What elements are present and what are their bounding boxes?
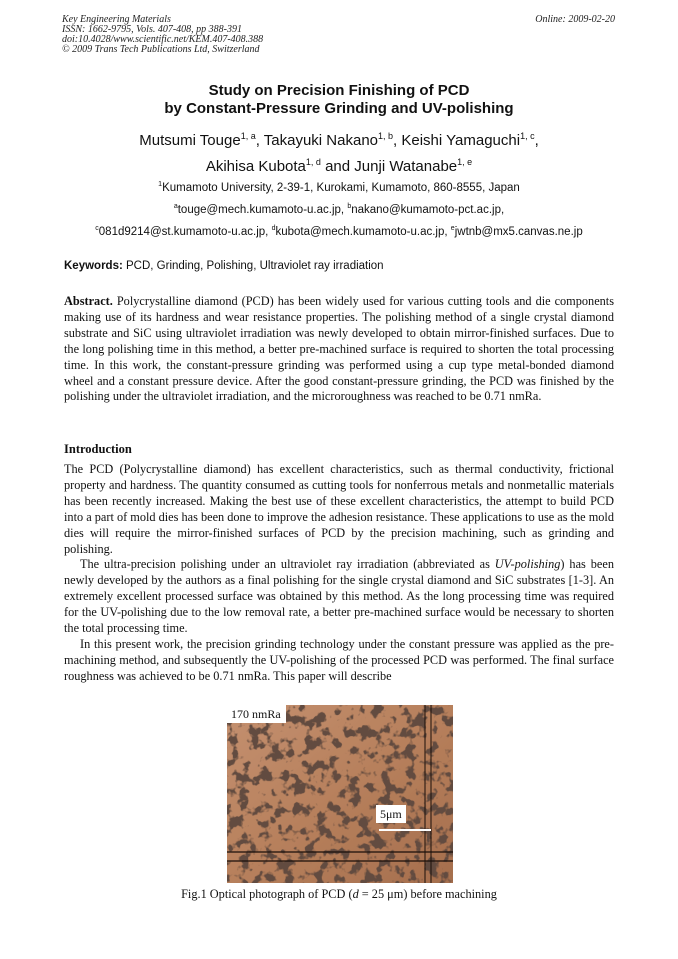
author-name: Junji Watanabe — [354, 158, 458, 175]
intro-paragraph: In this present work, the precision grinding technology under the constant pressure was applied as the pre-machining method, and subsequently the UV-polishing of the processed PCD was performed. The final surface roughness was achieved to be 0.71 nmRa. This paper will describe — [64, 636, 614, 683]
email-address: jwtnb@mx5.canvas.ne.jp — [454, 226, 583, 238]
author-name: Mutsumi Touge — [139, 132, 241, 149]
author-sup: 1, c — [520, 131, 535, 141]
intro-paragraph: The PCD (Polycrystalline diamond) has excellent characteristics, such as thermal conductivity, frictional property and hardness. The quantity consumed as cutting tools for nonferrous metals and nonmetallic materials has been recently increased. Making the best use of these excellent characteristics, the attempt to build PCD into a part of mold dies has been done to improve the adhesion resistance. These applications to use as the mold dies will require the mirror-finished surfaces of PCD by the precision machining, such as grinding and polishing. — [64, 462, 614, 556]
affiliation — [0, 181, 678, 195]
keywords — [64, 260, 384, 272]
figure-caption — [0, 887, 678, 902]
title-line-2: by Constant-Pressure Grinding and UV-polishing — [164, 100, 514, 117]
author-sup: 1, d — [305, 157, 321, 167]
paper-title — [0, 82, 678, 118]
emails-line-1 — [0, 203, 678, 217]
affiliation-sup: 1 — [158, 181, 163, 188]
caption-variable: d — [352, 887, 359, 901]
author-name: Keishi Yamaguchi — [401, 132, 521, 149]
authors-line-1: Mutsumi Touge$^{1, a}$, Takayuki Nakano$^{1, b}$, Keishi Yamaguchi$^{1, c}$, — [139, 131, 539, 149]
abstract-label: Abstract. — [64, 294, 113, 308]
email-address: nakano@kumamoto-pct.ac.jp, — [351, 204, 505, 216]
author-name: Takayuki Nakano — [263, 132, 379, 149]
introduction-body — [64, 462, 614, 685]
journal-name: Key Engineering Materials — [62, 14, 171, 25]
email-sup: d — [271, 225, 276, 232]
email-sup: e — [450, 225, 455, 232]
abstract — [64, 294, 614, 405]
author-sup: 1, e — [457, 157, 473, 167]
intro-paragraph — [64, 557, 614, 637]
intro-text: ) has been newly developed by the authors as a final polishing for the single crystal diamond and SiC substrates [1-3]. An extremely excellent processed surface was obtained by this method. As the long processing time was required for the UV-polishing due to the low removal rate, a better pre-machined surface would be necessary to shorten the total processing time. — [64, 557, 614, 636]
emails-line-2 — [0, 225, 678, 239]
online-date: Online: 2009-02-20 — [535, 14, 615, 25]
scale-bar-label: 5μm — [376, 805, 406, 823]
author-list — [0, 128, 678, 180]
intro-text: The ultra-precision polishing under an ultraviolet ray irradiation (abbreviated as — [80, 557, 495, 572]
email-address: 081d9214@st.kumamoto-u.ac.jp, — [98, 226, 269, 238]
pcd-micrograph — [227, 705, 453, 883]
caption-text: Fig.1 Optical photograph of PCD ( — [181, 887, 353, 901]
scale-bar — [379, 829, 431, 831]
abstract-text: Polycrystalline diamond (PCD) has been widely used for various cutting tools and die components making use of its hardness and wear resistance properties. The polishing method of a single crystal diamond substrate and SiC using ultraviolet irradiation was newly developed to obtain mirror-finished surfaces. Due to the long polishing time in this method, a better pre-machined surface is required to shorten the total processing time. In this work, the constant-pressure grinding was performed using a cup type metal-bonded diamond wheel and a constant pressure device. After the good constant-pressure grinding, the PCD was finished by the polishing under the ultraviolet irradiation, and the microroughness was reached to be 0.71 nmRa. — [64, 294, 614, 404]
copyright-line: © 2009 Trans Tech Publications Ltd, Switzerland — [62, 44, 260, 55]
issn-line: ISSN: 1662-9795, Vols. 407-408, pp 388-391 — [62, 24, 242, 35]
authors-line-2: Akihisa Kubota$^{1, d}$ and Junji Watanabe$^{1, e}$ — [205, 157, 473, 175]
doi-line: doi:10.4028/www.scientific.net/KEM.407-408.388 — [62, 34, 264, 45]
affiliation-text: Kumamoto University, 2-39-1, Kurokami, Kumamoto, 860-8555, Japan — [162, 182, 520, 194]
author-name: Akihisa Kubota — [205, 158, 306, 175]
author-sup: 1, a — [240, 131, 256, 141]
caption-text: = 25 μm) before machining — [358, 887, 497, 901]
title-line-1: Study on Precision Finishing of PCD — [208, 82, 470, 99]
roughness-label: 170 nmRa — [227, 705, 286, 723]
email-address: kubota@mech.kumamoto-u.ac.jp, — [275, 226, 448, 238]
email-sup: a — [173, 203, 178, 210]
section-heading-introduction: Introduction — [64, 442, 132, 456]
intro-emphasis: UV-polishing — [494, 557, 561, 572]
journal-header — [62, 15, 263, 55]
email-sup: c — [95, 225, 99, 232]
email-sup: b — [347, 203, 352, 210]
email-address: touge@mech.kumamoto-u.ac.jp, — [177, 204, 345, 216]
keywords-label: Keywords: — [64, 260, 123, 272]
keywords-text: PCD, Grinding, Polishing, Ultraviolet ray irradiation — [126, 260, 384, 272]
micrograph-image — [227, 705, 453, 883]
author-sup: 1, b — [378, 131, 394, 141]
